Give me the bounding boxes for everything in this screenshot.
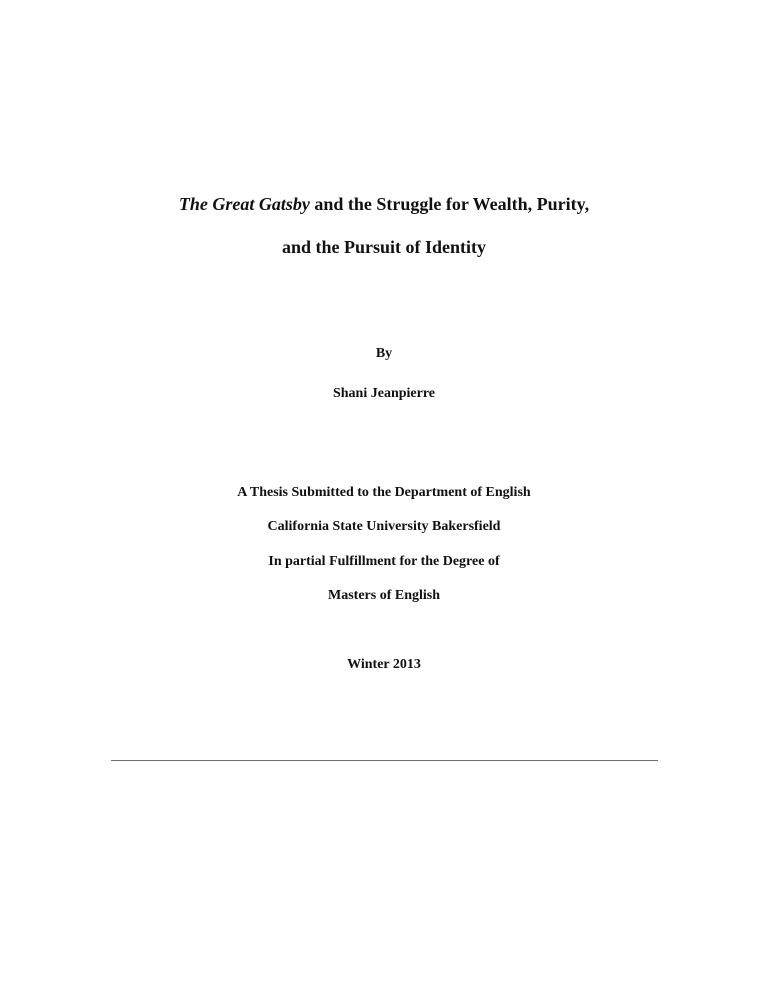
submission-line-1: A Thesis Submitted to the Department of English <box>237 485 531 500</box>
by-label: By <box>375 346 393 361</box>
horizontal-rule <box>111 760 658 761</box>
title-line-2: and the Pursuit of Identity <box>281 237 487 257</box>
book-title: The Great Gatsby <box>178 194 310 214</box>
date-line: Winter 2013 <box>347 657 421 672</box>
title-line-1 <box>0 194 768 215</box>
title-line-1-rest: and the Struggle for Wealth, Purity, <box>309 194 590 214</box>
author-name: Shani Jeanpierre <box>332 386 436 401</box>
submission-line-3: In partial Fulfillment for the Degree of <box>268 554 500 569</box>
degree-line: Masters of English <box>328 588 440 603</box>
submission-line-2: California State University Bakersfield <box>267 519 501 534</box>
